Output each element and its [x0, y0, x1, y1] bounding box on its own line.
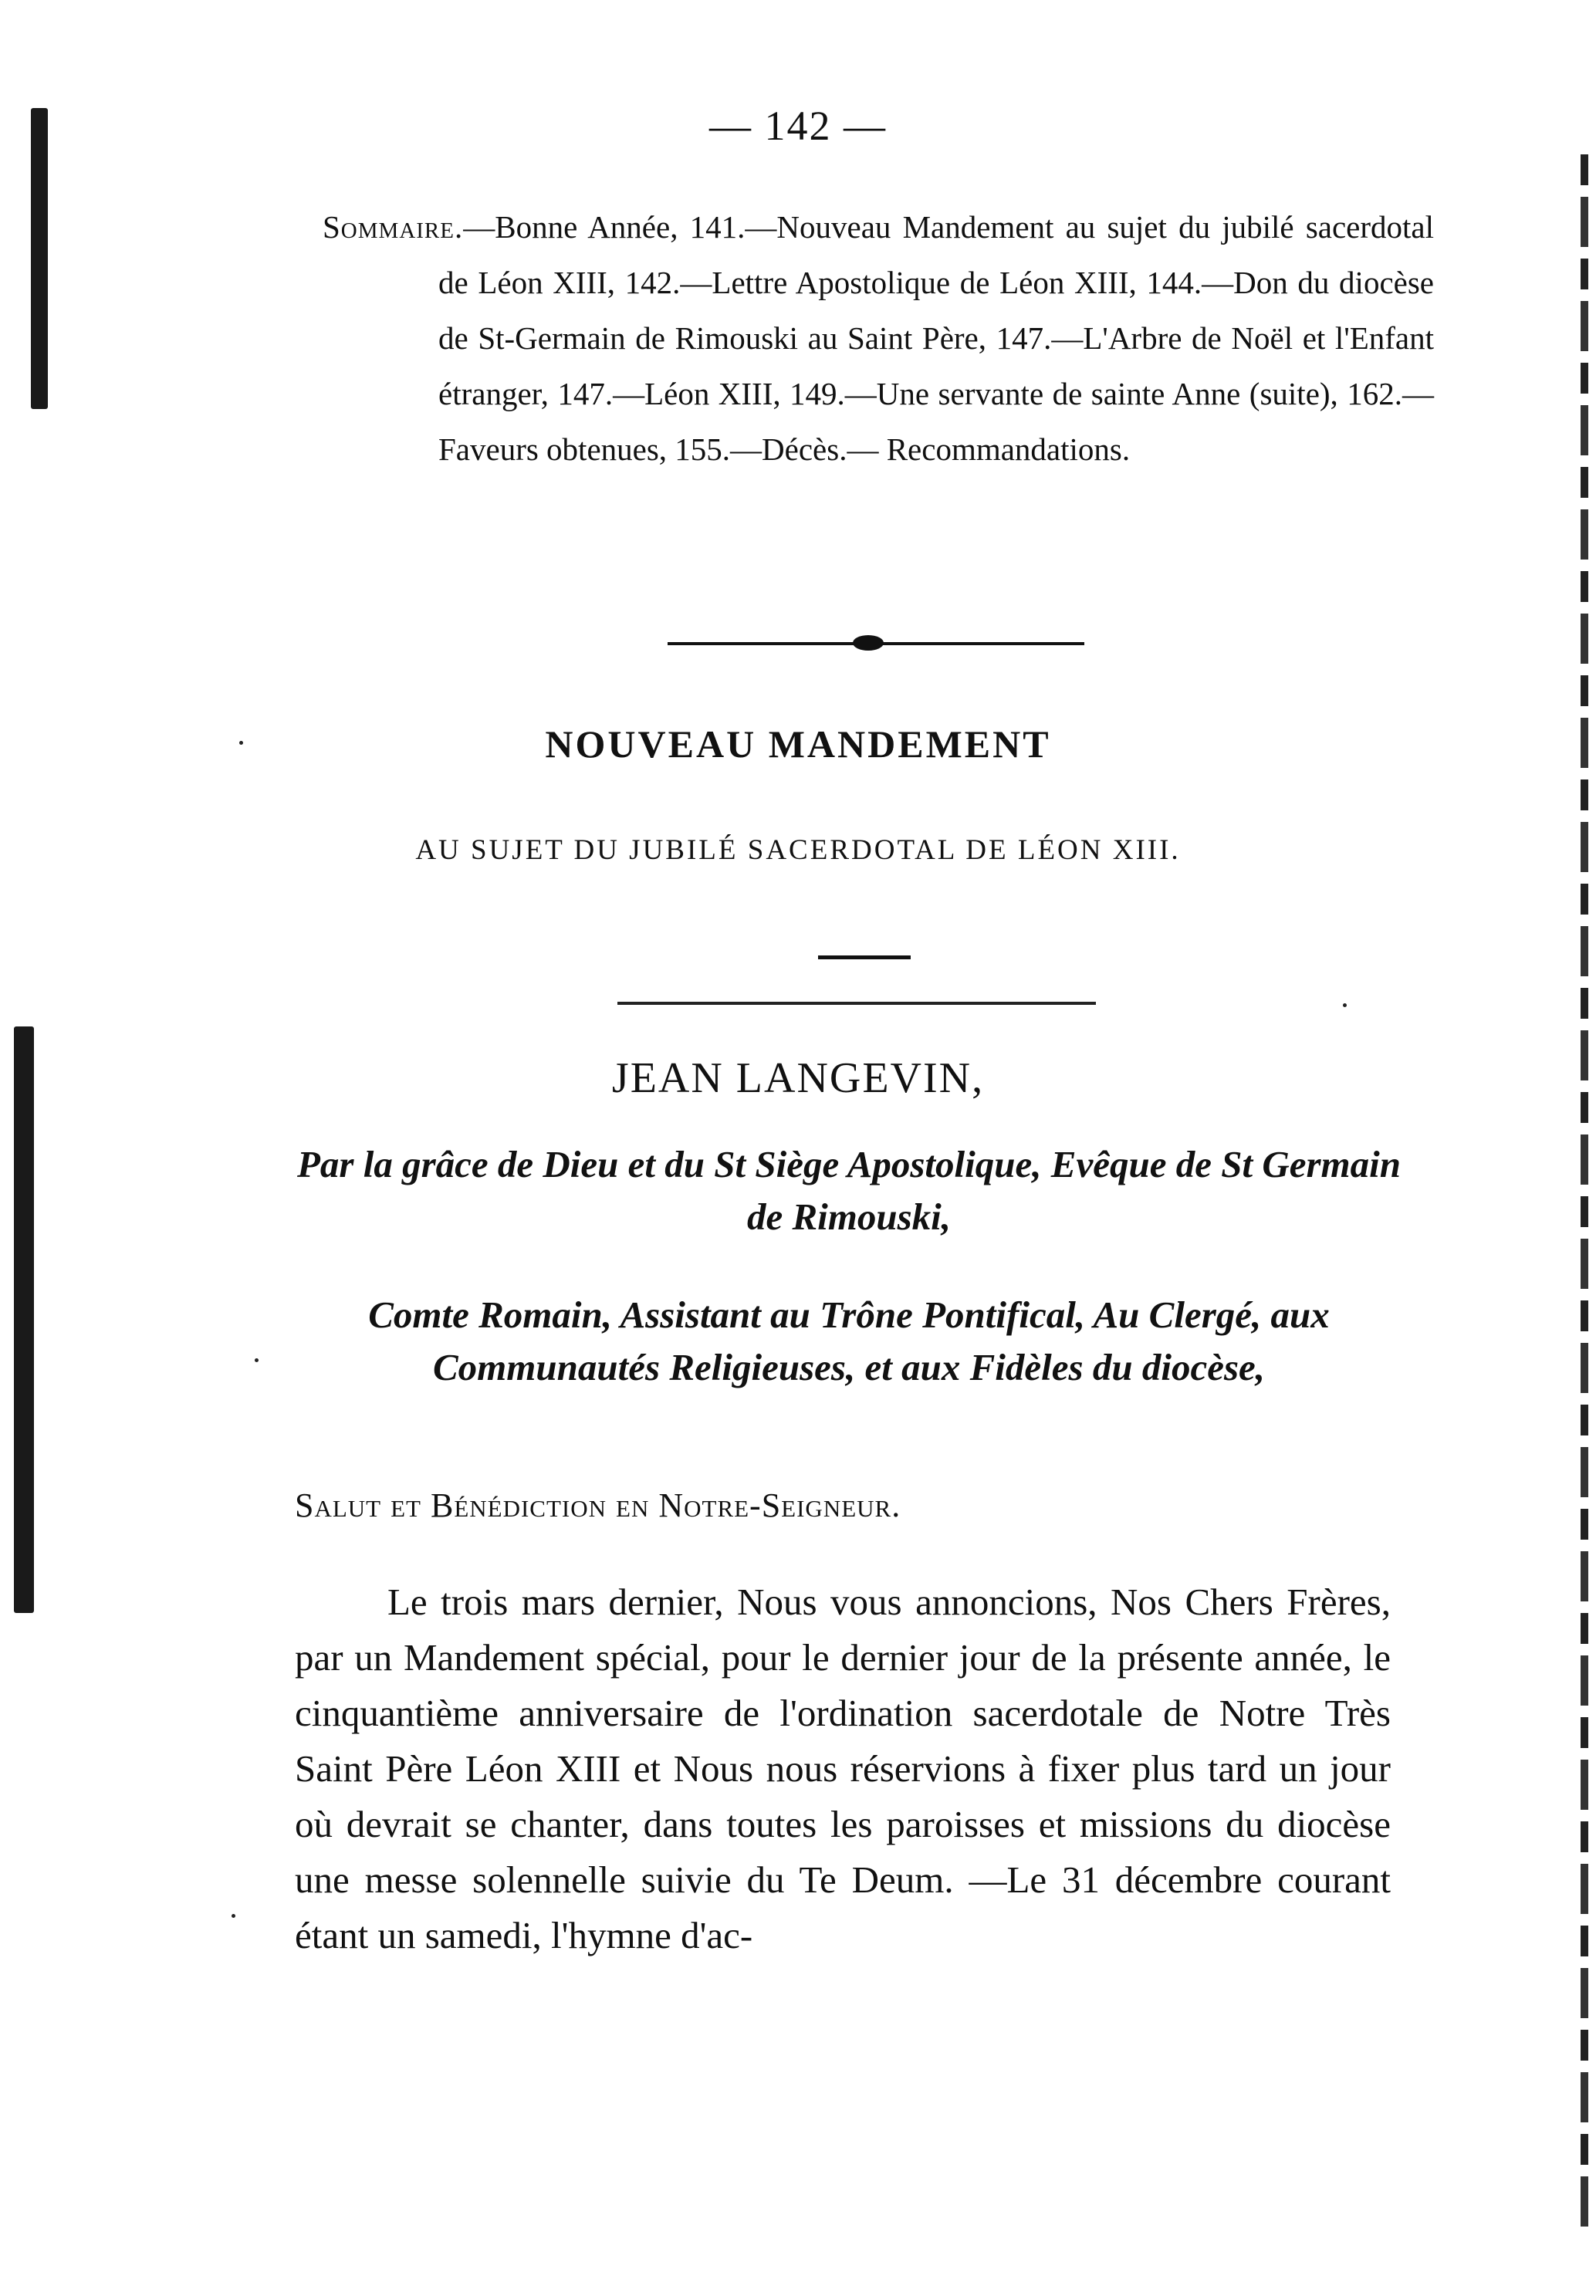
scan-speck [1343, 1003, 1347, 1007]
bishop-name: JEAN LANGEVIN, [611, 1054, 985, 1102]
salutation: Salut et Bénédiction en Notre-Seigneur. [295, 1486, 901, 1524]
scan-speck [255, 1358, 259, 1362]
document-title: NOUVEAU MANDEMENT [545, 722, 1051, 766]
bishop-titles: Par la grâce de Dieu et du St Siège Apostolique, Evêque de St Germain de Rimouski, [296, 1143, 1402, 1238]
scan-edge-artifact [1581, 154, 1588, 2238]
summary-lead: Sommaire. [323, 209, 464, 245]
summary-block [323, 199, 1434, 477]
bishop-address: Comte Romain, Assistant au Trône Pontifical, Au Clergé, aux Communautés Religieuses, et aux Fidèles du diocèse, [368, 1293, 1330, 1388]
document-subtitle: AU SUJET DU JUBILÉ SACERDOTAL DE LÉON XIII. [415, 834, 1181, 866]
scan-edge-artifact [31, 108, 48, 409]
body-paragraph: Le trois mars dernier, Nous vous annoncions, Nos Chers Frères, par un Mandement spécial, pour le dernier jour de la présente année, le cinquantième anniversaire de l'ordination sacerdotale de Notre Très Saint Père Léon XIII et Nous nous réservions à fixer plus tard un jour où devrait se chanter, dans toutes les paroisses et missions du diocèse une messe solennelle suivie du Te Deum. —Le 31 décembre courant étant un samedi, l'hymne d'ac- [295, 1581, 1391, 1956]
scan-speck [232, 1914, 235, 1918]
divider [617, 1002, 1096, 1005]
divider [818, 955, 911, 959]
page-number: — 142 — [709, 103, 887, 149]
summary-text: —Bonne Année, 141.—Nouveau Mandement au sujet du jubilé sacerdotal de Léon XIII, 142.—Lettre Apostolique de Léon XIII, 144.—Don du diocèse de St-Germain de Rimouski au Saint Père, 147.—L'Arbre de Noël et l'Enfant étranger, 147.—Léon XIII, 149.—Une servante de sainte Anne (suite), 162.—Faveurs obtenues, 155.—Décès.— Recommandations. [438, 209, 1434, 467]
ornamental-divider [668, 642, 1084, 645]
scan-edge-artifact [14, 1026, 34, 1613]
